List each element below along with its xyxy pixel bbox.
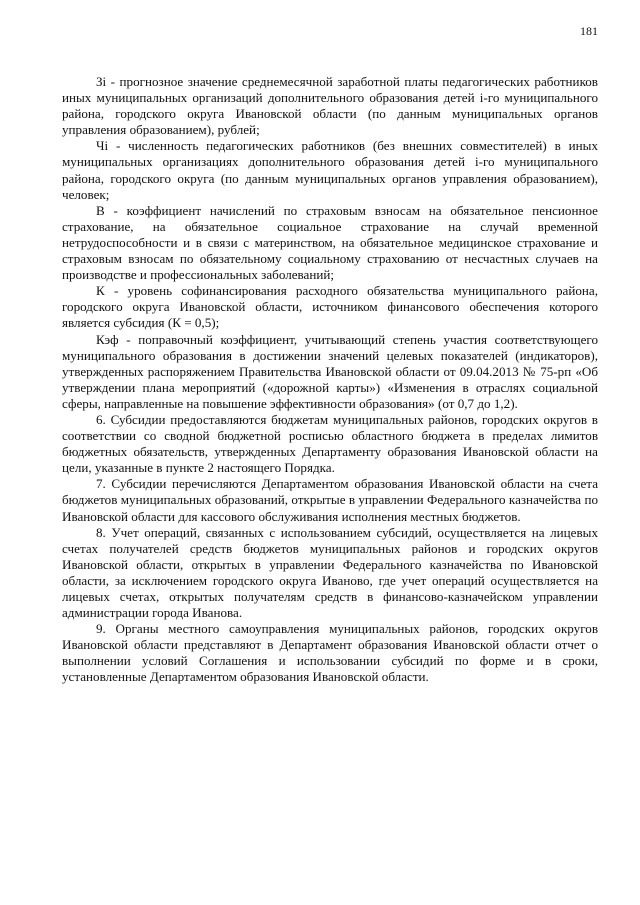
paragraph-v-definition: В - коэффициент начислений по страховым взносам на обязательное пенсионное страхование, на обязательное социальное страхование на случай временной нетрудоспособности и в связи с материнством, на обязательное медицинское страхование и страховым взносам по обязательному социальному страхованию от несчастных случаев на производстве и профессиональных заболеваний; [62,202,598,283]
page-number: 181 [580,24,598,38]
document-body [62,74,598,686]
paragraph-item-9: 9. Органы местного самоуправления муниципальных районов, городских округов Ивановской области представляют в Департамент образования Ивановской области отчет о выполнении условий Соглашения и использовании субсидий по форме и в сроки, установленные Департаментом образования Ивановской области. [62,621,598,685]
paragraph-k-definition: К - уровень софинансирования расходного обязательства муниципального района, городского округа Ивановской области, источником финансового обеспечения которого является субсидия (К = 0,5); [62,283,598,331]
paragraph-chi-definition: Чi - численность педагогических работников (без внешних совместителей) в иных муниципальных организациях дополнительного образования детей i-го муниципального района, городского округа (по данным муниципальных органов управления образованием), человек; [62,138,598,202]
paragraph-zi-definition: Зi - прогнозное значение среднемесячной заработной платы педагогических работников иных муниципальных организаций дополнительного образования детей i-го муниципального района, городского округа Ивановской области (по данным муниципальных органов управления образованием), рублей; [62,74,598,138]
paragraph-item-8: 8. Учет операций, связанных с использованием субсидий, осуществляется на лицевых счетах получателей средств бюджетов муниципальных районов и городских округов Ивановской области, открытых в управлении Федерального казначейства по Ивановской области, за исключением городского округа Иваново, где учет операций осуществляется на лицевых счетах, открытых получателям средств в финансово-казначейском управлении администрации города Иванова. [62,524,598,621]
paragraph-item-7: 7. Субсидии перечисляются Департаментом образования Ивановской области на счета бюджетов муниципальных образований, открытые в управлении Федерального казначейства по Ивановской области для кассового обслуживания исполнения местных бюджетов. [62,476,598,524]
paragraph-item-6: 6. Субсидии предоставляются бюджетам муниципальных районов, городских округов в соответствии со сводной бюджетной росписью областного бюджета в пределах лимитов бюджетных обязательств, утвержденных Департаменту образования Ивановской области на цели, указанные в пункте 2 настоящего Порядка. [62,411,598,476]
paragraph-kef-definition: Кэф - поправочный коэффициент, учитывающий степень участия соответствующего муниципального образования в достижении значений целевых показателей (индикаторов), утвержденных распоряжением Правительства Ивановской области от 09.04.2013 № 75-рп «Об утверждении плана мероприятий («дорожной карты») «Изменения в отраслях социальной сферы, направленные на повышение эффективности образования» (от 0,7 до 1,2). [62,331,598,411]
